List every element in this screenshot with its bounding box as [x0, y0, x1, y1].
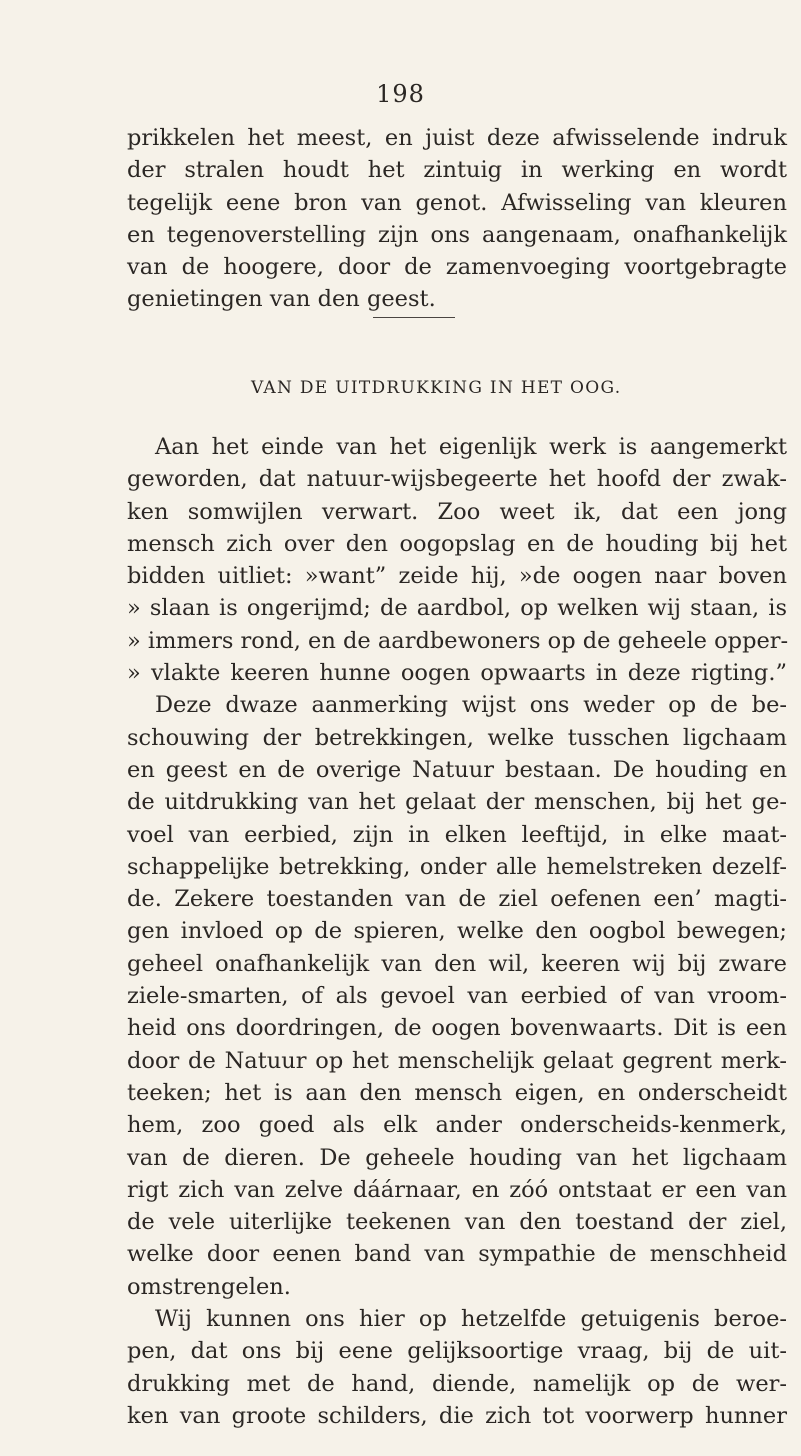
text-line: tegelijk eene bron van genot. Afwisseling van kleuren	[127, 189, 787, 216]
text-line: ziele-smarten, of als gevoel van eerbied of van vroom-	[127, 983, 787, 1010]
text-line: de vele uiterlijke teekenen van den toestand der ziel,	[127, 1209, 787, 1236]
text-line: gen invloed op de spieren, welke den oogbol bewegen;	[127, 918, 787, 945]
section-heading: VAN DE UITDRUKKING IN HET OOG.	[251, 378, 622, 398]
text-line: Aan het einde van het eigenlijk werk is aangemerkt	[155, 434, 787, 460]
text-line: geheel onafhankelijk van den wil, keeren wij bij zware	[127, 950, 787, 977]
text-line: door de Natuur op het menschelijk gelaat gegrent merk-	[127, 1047, 787, 1074]
text-line: ken van groote schilders, die zich tot voorwerp hunner	[127, 1402, 787, 1429]
text-line: » slaan is ongerijmd; de aardbol, op welken wij staan, is	[127, 595, 787, 622]
text-line: en geest en de overige Natuur bestaan. De houding en	[127, 756, 787, 783]
text-line: genietingen van den geest.	[127, 286, 436, 313]
text-line: drukking met de hand, diende, namelijk op de wer-	[127, 1370, 787, 1397]
text-line: mensch zich over den oogopslag en de houding bij het	[127, 530, 787, 557]
text-line: schappelijke betrekking, onder alle hemelstreken dezelf-	[127, 853, 787, 880]
text-line: de. Zekere toestanden van de ziel oefenen een’ magti-	[127, 886, 787, 913]
text-line: prikkelen het meest, en juist deze afwisselende indruk	[127, 125, 787, 151]
section-divider	[373, 317, 455, 318]
text-line: » vlakte keeren hunne oogen opwaarts in deze rigting.”	[127, 660, 787, 687]
text-line: schouwing der betrekkingen, welke tusschen ligchaam	[127, 724, 787, 751]
text-line: der stralen houdt het zintuig in werking en wordt	[127, 157, 787, 184]
text-line: Wij kunnen ons hier op hetzelfde getuigenis beroe-	[155, 1306, 787, 1333]
section-body	[127, 431, 787, 1432]
text-line: omstrengelen.	[127, 1273, 291, 1300]
text-line: teeken; het is aan den mensch eigen, en onderscheidt	[127, 1079, 787, 1106]
text-line: en tegenoverstelling zijn ons aangenaam, onafhankelijk	[127, 221, 787, 248]
text-line: » immers rond, en de aardbewoners op de geheele opper-	[127, 627, 789, 654]
text-line: voel van eerbied, zijn in elken leeftijd, in elke maat-	[127, 821, 787, 848]
text-line: van de dieren. De geheele houding van het ligchaam	[127, 1144, 787, 1171]
text-line: welke door eenen band van sympathie de menschheid	[127, 1241, 787, 1268]
paragraph-top	[127, 122, 787, 316]
text-line: de uitdrukking van het gelaat der menschen, bij het ge-	[127, 789, 787, 816]
text-line: bidden uitliet: »want” zeide hij, »de oogen naar boven	[127, 563, 787, 590]
text-line: pen, dat ons bij eene gelijksoortige vraag, bij de uit-	[127, 1338, 787, 1365]
text-line: Deze dwaze aanmerking wijst ons weder op de be-	[155, 692, 787, 719]
page-number: 198	[376, 80, 425, 108]
text-line: van de hoogere, door de zamenvoeging voortgebragte	[127, 254, 787, 281]
text-line: heid ons doordringen, de oogen bovenwaarts. Dit is een	[127, 1015, 787, 1042]
text-line: geworden, dat natuur-wijsbegeerte het hoofd der zwak-	[127, 466, 787, 493]
text-line: ken somwijlen verwart. Zoo weet ik, dat een jong	[127, 498, 787, 525]
text-line: rigt zich van zelve dáárnaar, en zóó ontstaat er een van	[127, 1176, 787, 1203]
text-line: hem, zoo goed als elk ander onderscheids-kenmerk,	[127, 1112, 787, 1139]
